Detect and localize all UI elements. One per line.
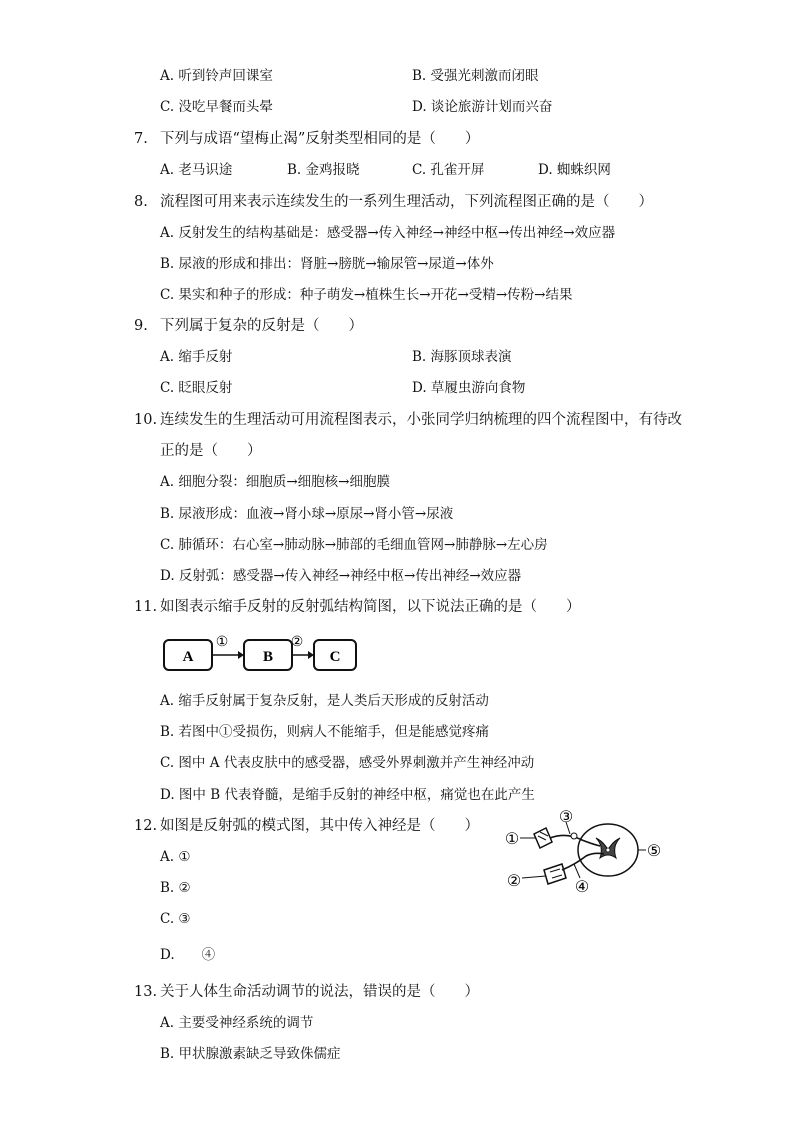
q10-option-d: D. 反射弧：感受器→传入神经→神经中枢→传出神经→效应器 [160,568,522,584]
q11-number: 11. [134,599,158,615]
central-canal [606,848,610,852]
q6-option-b: B. 受强光刺激而闭眼 [412,68,539,84]
q12-option-c: C. ③ [160,911,191,927]
q13-option-b: B. 甲状腺激素缺乏导致侏儒症 [160,1046,341,1062]
q7-number: 7. [134,131,148,147]
q6-option-d: D. 谈论旅游计划而兴奋 [412,99,553,115]
label-5: ⑤ [646,843,662,860]
q11-option-c: C. 图中 A 代表皮肤中的感受器，感受外界刺激并产生神经冲动 [160,755,535,771]
q12-option-b: B. ② [160,880,191,896]
label-1: ① [504,831,520,848]
q7-option-b: B. 金鸡报晓 [287,162,360,178]
label-3: ③ [558,809,574,826]
effector-shape [544,864,566,884]
q11-stem: 如图表示缩手反射的反射弧结构简图，以下说法正确的是（ ） [160,599,581,615]
reflex-arc-schematic [500,806,668,898]
q10-option-b: B. 尿液形成：血液→肾小球→原尿→肾小管→尿液 [160,506,454,522]
q12-stem: 如图是反射弧的模式图，其中传入神经是（ ） [160,818,479,834]
q13-number: 13. [134,984,158,1000]
q9-option-c: C. 眨眼反射 [160,380,233,396]
label-4: ④ [574,879,590,896]
q12-number: 12. [134,818,158,834]
q9-option-a: A. 缩手反射 [160,349,233,365]
q9-stem: 下列属于复杂的反射是（ ） [160,318,363,334]
q7-option-a: A. 老马识途 [160,162,233,178]
q8-stem: 流程图可用来表示连续发生的一系列生理活动，下列流程图正确的是（ ） [160,194,653,210]
box-b-label: B [262,649,274,665]
q11-option-d: D. 图中 B 代表脊髓，是缩手反射的神经中枢，痛觉也在此产生 [160,787,535,803]
q8-option-c: C. 果实和种子的形成：种子萌发→植株生长→开花→受精→传粉→结果 [160,287,573,303]
q7-stem: 下列与成语“望梅止渴”反射类型相同的是（ ） [160,131,480,147]
q9-option-d: D. 草履虫游向食物 [412,380,526,396]
q13-option-a: A. 主要受神经系统的调节 [160,1015,314,1031]
ganglion [571,833,577,839]
q8-option-a: A. 反射发生的结构基础是：感受器→传入神经→神经中枢→传出神经→效应器 [160,225,616,241]
q6-option-c: C. 没吃早餐而头晕 [160,99,273,115]
q7-option-d: D. 蜘蛛织网 [538,162,611,178]
box-a-label: A [182,649,194,665]
arrow-2-label: ② [290,635,304,650]
box-c-label: C [329,649,341,665]
q10-option-a: A. 细胞分裂：细胞质→细胞核→细胞膜 [160,474,390,490]
q11-option-a: A. 缩手反射属于复杂反射，是人类后天形成的反射活动 [160,693,489,709]
q10-option-c: C. 肺循环：右心室→肺动脉→肺部的毛细血管网→肺静脉→左心房 [160,537,548,553]
q11-option-b: B. 若图中①受损伤，则病人不能缩手，但是能感觉疼痛 [160,724,490,740]
q8-option-b: B. 尿液的形成和排出：肾脏→膀胱→输尿管→尿道→体外 [160,256,494,272]
q10-number: 10. [134,412,158,428]
q6-option-a: A. 听到铃声回课室 [160,68,273,84]
q12-option-d: D. ④ [160,947,216,963]
arrow-1-label: ① [215,635,229,650]
q10-stem-line1: 连续发生的生理活动可用流程图表示，小张同学归纳梳理的四个流程图中，有待改 [160,412,682,428]
reflex-arc-diagram [160,632,365,674]
q8-number: 8. [134,194,148,210]
q9-option-b: B. 海豚顶球表演 [412,349,512,365]
q12-option-a: A. ① [160,849,191,865]
q7-option-c: C. 孔雀开屏 [412,162,485,178]
label-2: ② [506,873,522,890]
q10-stem-line2: 正的是（ ） [160,443,262,459]
q9-number: 9. [134,318,148,334]
q13-stem: 关于人体生命活动调节的说法，错误的是（ ） [160,984,479,1000]
